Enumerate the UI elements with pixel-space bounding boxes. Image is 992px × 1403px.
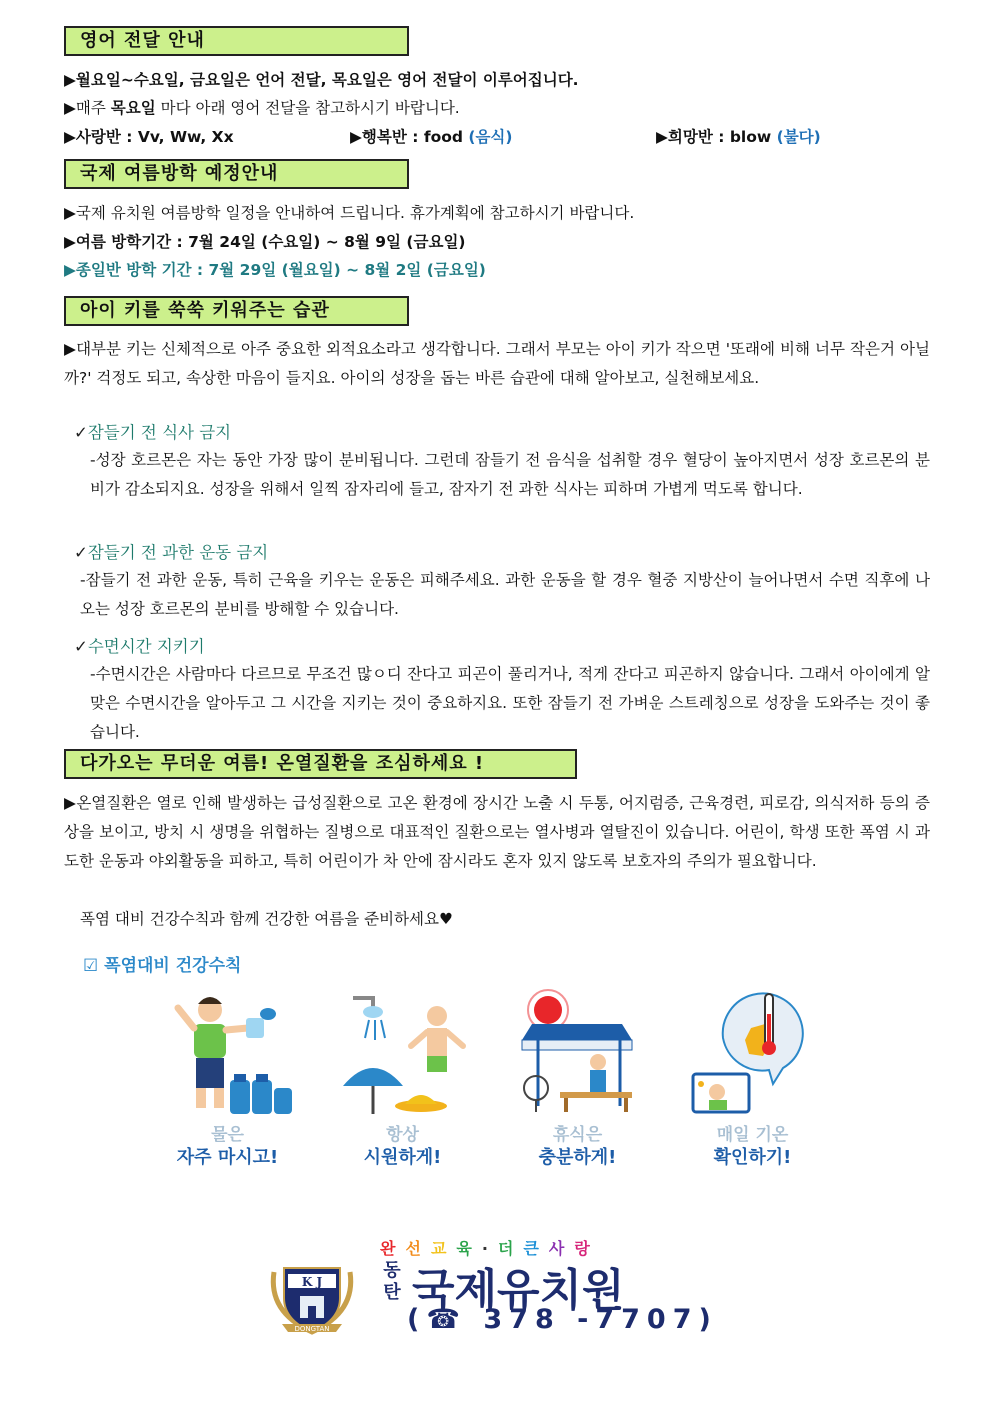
rule-temperature-line1: 매일 기온	[716, 1125, 789, 1145]
heat-rule-rest	[490, 988, 665, 1188]
shade-rest-icon	[508, 988, 648, 1118]
class-haengbok: ▶행복반 : food (음식)	[350, 128, 513, 146]
heat-closing-line: 폭염 대비 건강수칙과 함께 건강한 여름을 준비하세요♥	[80, 910, 453, 928]
slogan-char: 더	[497, 1239, 524, 1258]
slogan-char: 사	[548, 1239, 575, 1258]
heat-rule-water	[140, 988, 315, 1188]
tip-body-no-exercise: -잠들기 전 과한 운동, 특히 근육을 키우는 운동은 피해주세요. 과한 운동을 할 경우 혈중 지방산이 늘어나면서 수면 직후에 나오는 성장 호르몬의 분비를 방해할 수 있습니다.	[80, 571, 930, 618]
rule-cool-line2: 시원하게!	[363, 1147, 442, 1168]
slogan-char: 큰	[523, 1239, 549, 1258]
tip-body-no-eating: -성장 호르몬은 자는 동안 가장 많이 분비됩니다. 그런데 잠들기 전 음식을 섭취할 경우 혈당이 높아지면서 성장 호르몬의 분비가 감소되지요. 성장을 위해서 일찍 잠자리에 들고, 잠자기 전 과한 식사는 피하며 가볍게 먹도록 합니다.	[90, 451, 930, 498]
tip-title-sleep-time: ✓수면시간 지키기	[74, 637, 205, 656]
rule-rest-line1: 휴식은	[552, 1125, 603, 1145]
thermometer-weather-icon	[683, 988, 823, 1118]
class-huimang: ▶희망반 : blow (불다)	[656, 128, 821, 146]
slogan-char: 교	[430, 1239, 457, 1258]
tip-body-sleep-time: -수면시간은 사람마다 다르므로 무조건 많ㅇ디 잔다고 피곤이 풀리거나, 적게 잔다고 피곤하지 않습니다. 그래서 아이에게 알맞은 수면시간을 알아두고 그 시간을 지키는 것이 중요하지요. 또한 잠들기 전 가벼운 스트레칭으로 성장을 도와주는 것이 좋습니다.	[90, 665, 930, 741]
rule-rest-line2: 충분하게!	[538, 1147, 617, 1168]
phone-number: (☎ 378 -7707)	[407, 1304, 718, 1335]
english-reference-line: ▶매주 목요일 마다 아래 영어 전달을 참고하시기 바랍니다.	[64, 99, 460, 117]
slogan-char: 완	[380, 1239, 406, 1258]
kj-emblem-logo	[262, 1242, 362, 1342]
summer-vacation-period: ▶여름 방학기간 : 7월 24일 (수요일) ~ 8월 9일 (금요일)	[64, 233, 466, 251]
english-section-heading: 영어 전달 안내	[64, 26, 409, 56]
slogan-char: 선	[405, 1239, 431, 1258]
slogan-char: 육	[456, 1239, 482, 1258]
tip-title-no-exercise: ✓잠들기 전 과한 운동 금지	[74, 543, 269, 562]
full-day-vacation-period: ▶종일반 방학 기간 : 7월 29일 (월요일) ~ 8월 2일 (금요일)	[64, 261, 486, 279]
height-intro-paragraph: ▶대부분 키는 신체적으로 아주 중요한 외적요소라고 생각합니다. 그래서 부모는 아이 키가 작으면 '또래에 비해 너무 작은거 아닐까?' 걱정도 되고, 속상한 마음이 들지요. 아이의 성장을 돕는 바른 습관에 대해 알아보고, 실천해보세요.	[64, 340, 930, 387]
heat-section-heading: 다가오는 무더운 여름! 온열질환을 조심하세요 !	[64, 749, 577, 779]
tip-title-no-eating: ✓잠들기 전 식사 금지	[74, 423, 232, 442]
rule-water-line1: 물은	[211, 1125, 244, 1145]
slogan-char: 랑	[574, 1239, 600, 1258]
rule-water-line2: 자주 마시고!	[176, 1147, 279, 1168]
slogan-char: ·	[481, 1239, 498, 1258]
emblem-ribbon: DONGTAN	[294, 1325, 330, 1333]
dongtan-label: 동 탄	[383, 1260, 401, 1303]
heat-rule-temperature	[665, 988, 840, 1188]
height-section-heading: 아이 키를 쑥쑥 키워주는 습관	[64, 296, 409, 326]
shower-umbrella-icon	[333, 988, 473, 1118]
school-name: 국제유치원	[412, 1265, 625, 1316]
kindergarten-logo-block	[262, 1234, 718, 1344]
water-drinking-icon	[158, 988, 298, 1118]
emblem-letters: K J	[301, 1275, 323, 1289]
vacation-section-heading: 국제 여름방학 예정안내	[64, 159, 409, 189]
heat-rules-title: ☑ 폭염대비 건강수칙	[83, 956, 242, 976]
class-sarang: ▶사랑반 : Vv, Ww, Xx	[64, 128, 234, 146]
english-schedule-line: ▶월요일~수요일, 금요일은 언어 전달, 목요일은 영어 전달이 이루어집니다.	[64, 71, 579, 89]
rule-temperature-line2: 확인하기!	[713, 1147, 792, 1168]
rule-cool-line1: 항상	[386, 1125, 419, 1145]
heat-rules-illustrations	[140, 988, 840, 1188]
heat-rule-cool	[315, 988, 490, 1188]
vacation-intro-line: ▶국제 유치원 여름방학 일정을 안내하여 드립니다. 휴가계획에 참고하시기 바랍니다.	[64, 204, 635, 222]
heat-illness-paragraph: ▶온열질환은 열로 인해 발생하는 급성질환으로 고온 환경에 장시간 노출 시 두통, 어지럼증, 근육경련, 피로감, 의식저하 등의 증상을 보이고, 방치 시 생명을 위협하는 질병으로 대표적인 질환으로는 열사병과 열탈진이 있습니다. 어린이, 학생 또한 폭염 시 과도한 운동과 야외활동을 피하고, 특히 어린이가 차 안에 잠시라도 혼자 있지 않도록 보호자의 주의가 필요합니다.	[64, 794, 930, 870]
